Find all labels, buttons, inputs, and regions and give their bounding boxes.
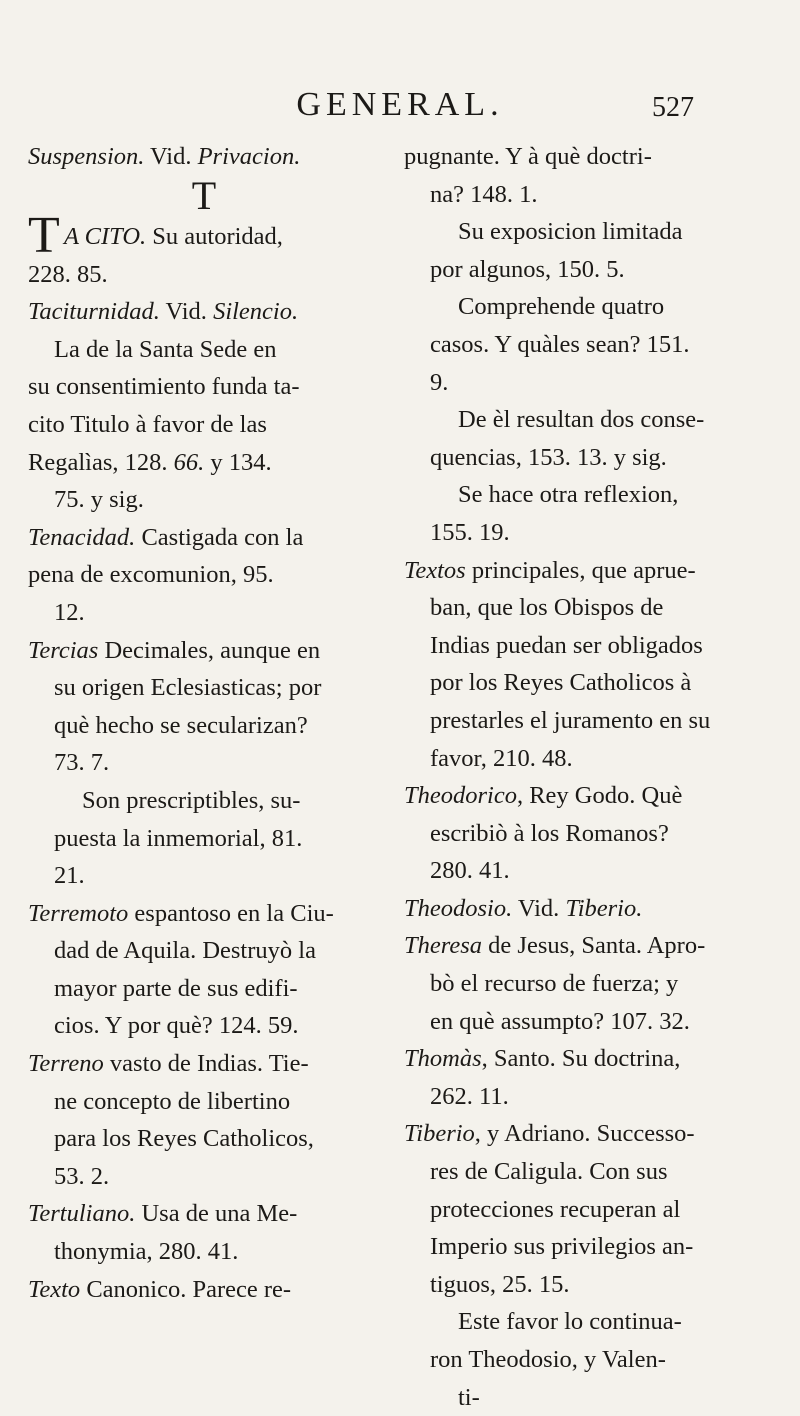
entry-term: Tiberio xyxy=(404,1120,475,1148)
entry-line: pena de excomunion, 95. xyxy=(28,561,274,589)
entry-term: Terremoto xyxy=(28,899,129,927)
index-entry xyxy=(404,1040,772,1078)
index-entry xyxy=(28,1195,380,1233)
entry-term: Texto xyxy=(28,1275,81,1303)
entry-text: Canonico. Parece re- xyxy=(80,1275,292,1303)
entry-text-italic: 66. xyxy=(173,448,205,476)
entry-text: , Santo. Su doctrina, xyxy=(481,1045,681,1073)
entry-text: y 134. xyxy=(204,448,272,476)
index-entry xyxy=(28,632,380,670)
index-entry xyxy=(28,138,380,176)
entry-term: Terreno xyxy=(28,1050,104,1078)
entry-line: por algunos, 150. 5. xyxy=(430,255,625,283)
entry-line: en què assumpto? 107. 32. xyxy=(430,1007,690,1035)
entry-term: A CITO. xyxy=(64,222,147,250)
entry-line: 73. 7. xyxy=(54,749,110,777)
entry-text: Regalìas, 128. xyxy=(28,448,174,476)
entry-line: prestarles el juramento en su xyxy=(430,706,711,734)
entry-text: , y Adriano. Successo- xyxy=(474,1120,695,1148)
index-entry xyxy=(28,519,380,557)
entry-line: 12. xyxy=(54,598,85,626)
entry-line: favor, 210. 48. xyxy=(430,744,573,772)
entry-line: ne concepto de libertino xyxy=(54,1087,291,1115)
entry-line: su origen Eclesiasticas; por xyxy=(54,674,322,702)
entry-text: Decimales, aunque en xyxy=(98,636,321,664)
entry-text: Castigada con la xyxy=(135,523,304,551)
entry-line: thonymia, 280. 41. xyxy=(54,1238,239,1266)
entry-line: tiguos, 25. 15. xyxy=(430,1270,570,1298)
entry-line: por los Reyes Catholicos à xyxy=(430,669,692,697)
entry-line: La de la Santa Sede en xyxy=(54,335,277,363)
entry-term: Suspension. xyxy=(28,143,145,170)
entry-line: 280. 41. xyxy=(430,857,510,885)
entry-line: na? 148. 1. xyxy=(430,180,538,208)
entry-line: 155. 19. xyxy=(430,518,510,546)
cross-reference: Privacion. xyxy=(197,143,301,170)
entry-line: quencias, 153. 13. y sig. xyxy=(430,443,667,471)
left-column xyxy=(28,138,380,1308)
index-entry xyxy=(404,927,772,965)
entry-line: 9. xyxy=(430,368,449,396)
section-letter: T xyxy=(191,172,217,218)
entry-text: Vid. xyxy=(144,143,198,170)
entry-line: ban, que los Obispos de xyxy=(430,594,664,622)
entry-term: Theodorico xyxy=(404,782,517,810)
entry-line: res de Caligula. Con sus xyxy=(430,1158,668,1186)
entry-line: casos. Y quàles sean? 151. xyxy=(430,330,690,358)
entry-text: principales, que aprue- xyxy=(465,556,696,584)
entry-line: Se hace otra reflexion, xyxy=(458,481,679,509)
entry-term: Theodosio. xyxy=(404,894,513,922)
entry-text: Vid. xyxy=(512,894,566,922)
entry-line: Son prescriptibles, su- xyxy=(82,786,301,814)
entry-text: Usa de una Me- xyxy=(135,1200,298,1228)
entry-text: Su autoridad, xyxy=(146,222,283,250)
entry-line: dad de Aquila. Destruyò la xyxy=(54,937,316,965)
index-entry xyxy=(28,1271,380,1309)
entry-line: pugnante. Y à què doctri- xyxy=(404,143,652,170)
index-entry xyxy=(28,1045,380,1083)
entry-term: Tertuliano. xyxy=(28,1200,136,1228)
entry-line: mayor parte de sus edifi- xyxy=(54,974,298,1002)
running-header: GENERAL. xyxy=(296,86,504,123)
index-entry xyxy=(404,552,772,590)
entry-line: 75. y sig. xyxy=(54,486,144,514)
entry-line: bò el recurso de fuerza; y xyxy=(430,970,679,998)
entry-line: 21. xyxy=(54,862,85,890)
entry-line: 53. 2. xyxy=(54,1162,110,1190)
right-column xyxy=(404,138,772,1416)
entry-line: cios. Y por què? 124. 59. xyxy=(54,1012,299,1040)
entry-term: Tenacidad. xyxy=(28,523,136,551)
entry-line: 228. 85. xyxy=(28,260,108,288)
entry-line: escribiò à los Romanos? xyxy=(430,819,669,847)
entry-line: Imperio sus privilegios an- xyxy=(430,1233,694,1261)
entry-term: Taciturnidad. xyxy=(28,298,160,326)
cross-reference: Silencio. xyxy=(213,298,299,326)
cross-reference: Tiberio. xyxy=(565,894,643,922)
page-number: 527 xyxy=(652,92,694,123)
index-entry xyxy=(28,895,380,933)
entry-text: , Rey Godo. Què xyxy=(516,782,683,810)
entry-line: ron Theodosio, y Valen- xyxy=(430,1346,666,1373)
entry-line: para los Reyes Catholicos, xyxy=(54,1125,314,1153)
entry-line: Comprehende quatro xyxy=(458,293,665,321)
entry-text: de Jesus, Santa. Apro- xyxy=(482,932,706,960)
entry-term: Thomàs xyxy=(404,1045,482,1073)
entry-line: puesta la inmemorial, 81. xyxy=(54,824,303,852)
entry-line: su consentimiento funda ta- xyxy=(28,373,300,401)
entry-line: protecciones recuperan al xyxy=(430,1195,681,1223)
entry-line: Su exposicion limitada xyxy=(458,218,683,246)
index-entry xyxy=(404,777,772,815)
entry-text: Vid. xyxy=(159,298,214,326)
entry-line: què hecho se secularizan? xyxy=(54,711,308,739)
index-entry xyxy=(28,293,380,331)
index-entry xyxy=(404,1115,772,1153)
entry-line: cito Titulo à favor de las xyxy=(28,410,267,438)
entry-text: vasto de Indias. Tie- xyxy=(103,1050,309,1078)
index-entry xyxy=(404,890,772,928)
entry-line: ti- xyxy=(458,1383,480,1411)
entry-term: Theresa xyxy=(404,932,483,960)
entry-term: Textos xyxy=(404,556,466,584)
entry-line: 262. 11. xyxy=(430,1082,509,1110)
entry-term: Tercias xyxy=(28,636,99,664)
drop-cap: T xyxy=(28,206,60,264)
entry-line: Indias puedan ser obligados xyxy=(430,631,703,659)
entry-line xyxy=(28,444,380,482)
index-entry xyxy=(28,206,380,264)
entry-line: De èl resultan dos conse- xyxy=(458,406,705,434)
entry-line: Este favor lo continua- xyxy=(458,1308,682,1336)
entry-text: espantoso en la Ciu- xyxy=(128,899,334,927)
